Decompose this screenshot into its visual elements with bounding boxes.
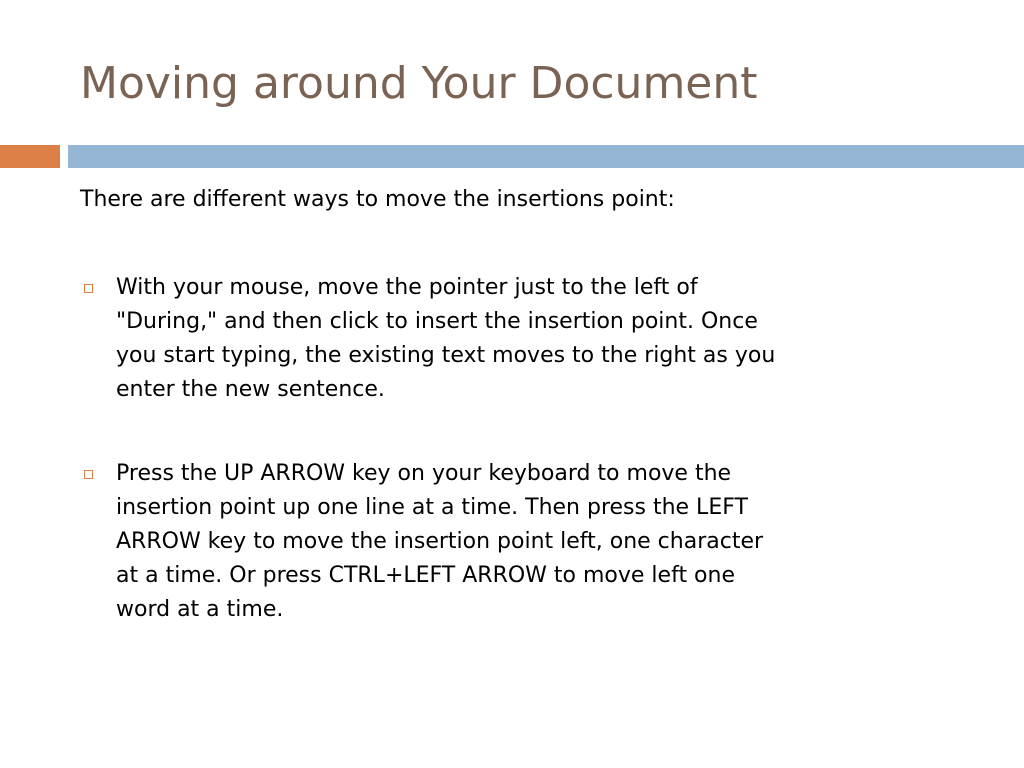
bullet-item bbox=[80, 457, 960, 627]
accent-bar-blue bbox=[68, 145, 1024, 168]
accent-bar-orange bbox=[0, 145, 60, 168]
square-bullet-icon bbox=[84, 284, 93, 293]
bullet-text: With your mouse, move the pointer just to the left of "During," and then click to insert the insertion point. Once you start typing, the existing text moves to the right as you enter the new sentence. bbox=[116, 275, 776, 402]
square-bullet-icon bbox=[84, 470, 93, 479]
intro-text: There are different ways to move the insertions point: bbox=[80, 187, 675, 212]
bullet-item bbox=[80, 271, 960, 407]
bullet-text: Press the UP ARROW key on your keyboard to move the insertion point up one line at a time. Then press the LEFT ARROW key to move the insertion point left, one character at a time. Or press CTRL+LEFT ARROW to move left one word at a time. bbox=[116, 461, 764, 622]
slide-title: Moving around Your Document bbox=[80, 58, 758, 109]
bullet-list bbox=[80, 271, 960, 677]
